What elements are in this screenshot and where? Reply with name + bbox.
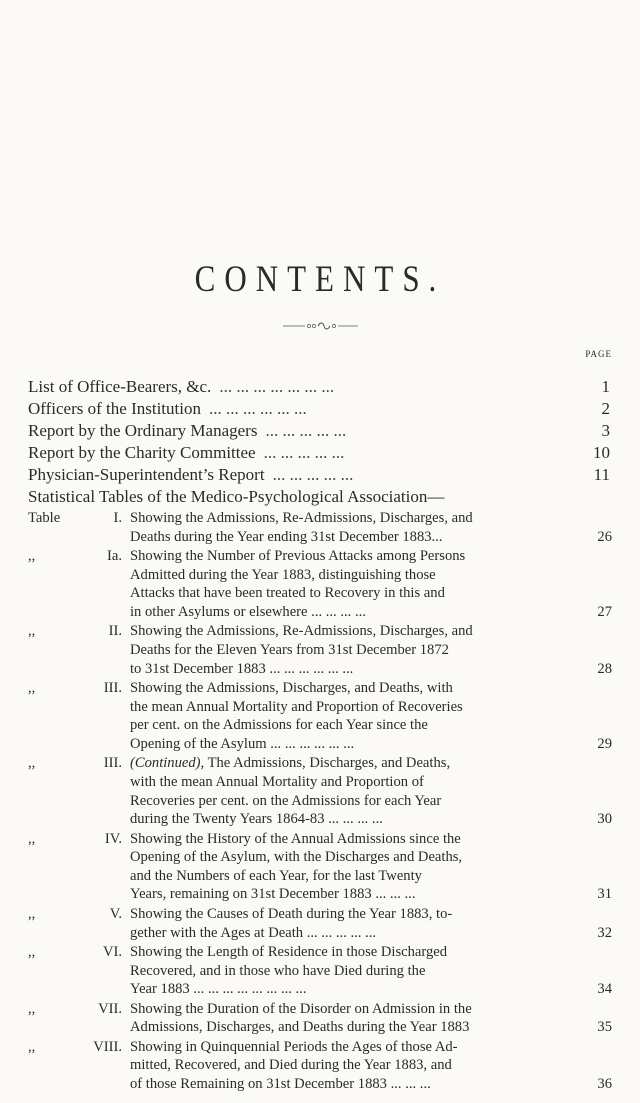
description-line: and the Numbers of each Year, for the last Twenty [130, 867, 422, 884]
contents-entry [28, 464, 610, 486]
table-entry [28, 622, 618, 678]
description-line: Showing the Causes of Death during the Year 1883, to- [130, 906, 453, 922]
table-entry [28, 905, 618, 942]
description-line: Recoveries per cent. on the Admissions for each Year [130, 792, 442, 809]
description-line: in other Asylums or elsewhere ... ... ... ... [130, 603, 366, 620]
table-entry [28, 943, 618, 999]
table-page-number: 29 [597, 735, 612, 752]
table-prefix: ,, [28, 830, 36, 847]
description-line: Year 1883 ... ... ... ... ... ... ... ... [130, 981, 307, 998]
table-prefix: ,, [28, 944, 36, 961]
table-number: Ia. [107, 548, 122, 565]
entry-page-number: 11 [593, 465, 610, 484]
entry-leader-dots: ... ... ... ... ... ... [208, 399, 307, 418]
description-line: Attacks that have been treated to Recovery in this and [130, 585, 445, 602]
table-prefix: ,, [28, 623, 36, 640]
table-description [130, 622, 576, 678]
table-page-number: 26 [597, 528, 612, 545]
ornament-divider-icon [283, 321, 358, 331]
description-line: Showing the Admissions, Re-Admissions, Discharges, and [130, 510, 473, 526]
table-page-number: 36 [597, 1076, 612, 1093]
table-description [130, 943, 576, 999]
table-description [130, 1038, 576, 1094]
table-description [130, 905, 576, 942]
table-prefix: ,, [28, 1000, 36, 1017]
entry-leader-dots: ... ... ... ... ... ... ... [219, 377, 335, 396]
table-prefix: ,, [28, 680, 36, 697]
table-page-number: 27 [597, 603, 612, 620]
description-line: per cent. on the Admissions for each Year since the [130, 717, 428, 734]
entry-leader-dots: ... ... ... ... ... [263, 443, 345, 462]
table-page-number: 28 [597, 660, 612, 677]
description-line: Deaths during the Year ending 31st December 1883... [130, 528, 443, 545]
table-page-number: 30 [597, 811, 612, 828]
table-description [130, 830, 576, 904]
description-line: Showing the Number of Previous Attacks among Persons [130, 548, 466, 565]
table-number: III. [103, 755, 122, 772]
table-prefix: Table [28, 510, 61, 526]
description-line: the mean Annual Mortality and Proportion of Recoveries [130, 698, 463, 715]
entry-page-number: 10 [593, 443, 610, 462]
table-page-number: 34 [597, 981, 612, 998]
description-line: Years, remaining on 31st December 1883 ... ... ... [130, 886, 416, 903]
description-line: Showing the Admissions, Re-Admissions, Discharges, and [130, 623, 473, 640]
page-title: CONTENTS. [194, 258, 446, 300]
description-line: Admitted during the Year 1883, distinguishing those [130, 566, 436, 583]
table-description [130, 1000, 576, 1037]
table-description [130, 509, 576, 546]
table-number: VI. [102, 944, 122, 961]
table-number: I. [113, 510, 122, 526]
entry-page-number: 2 [601, 399, 610, 418]
contents-entry [28, 442, 610, 464]
table-entry [28, 754, 618, 828]
entry-label: Report by the Ordinary Managers [28, 421, 258, 440]
table-entry [28, 509, 618, 546]
italic-note: (Continued), [130, 755, 205, 772]
table-prefix: ,, [28, 906, 36, 922]
table-number: VII. [98, 1000, 122, 1017]
description-line: Showing the History of the Annual Admissions since the [130, 830, 461, 847]
statistical-tables-heading: Statistical Tables of the Medico-Psychological Association— [28, 487, 445, 506]
table-entry [28, 830, 618, 904]
table-number: III. [103, 680, 122, 697]
table-page-number: 32 [597, 924, 612, 941]
table-entry [28, 1038, 618, 1094]
description-line: with the mean Annual Mortality and Proportion of [130, 773, 424, 790]
table-prefix: ,, [28, 548, 36, 565]
table-number: V. [109, 906, 122, 922]
table-number: II. [108, 623, 122, 640]
entry-page-number: 1 [601, 377, 610, 396]
description-line: gether with the Ages at Death ... ... ... ... ... [130, 924, 377, 941]
description-line: Opening of the Asylum, with the Discharges and Deaths, [130, 849, 463, 866]
table-description [130, 754, 576, 828]
description-line: Showing the Admissions, Discharges, and Deaths, with [130, 680, 453, 697]
description-line: during the Twenty Years 1864-83 ... ... ... ... [130, 811, 383, 828]
contents-entry [28, 420, 610, 442]
entry-leader-dots: ... ... ... ... ... [272, 465, 354, 484]
description-line: mitted, Recovered, and Died during the Year 1883, and [130, 1057, 452, 1074]
entry-label: Physician-Superintendent’s Report [28, 465, 265, 484]
page-column-header: PAGE [585, 349, 612, 359]
description-line: Deaths for the Eleven Years from 31st December 1872 [130, 641, 449, 658]
description-line: Showing the Length of Residence in those Discharged [130, 944, 448, 961]
entry-label: List of Office-Bearers, &c. [28, 377, 212, 396]
description-line: Recovered, and in those who have Died during the [130, 962, 426, 979]
table-prefix: ,, [28, 755, 36, 772]
contents-entry [28, 398, 610, 420]
table-number: IV. [104, 830, 122, 847]
table-page-number: 35 [597, 1019, 612, 1036]
description-line: of those Remaining on 31st December 1883 ... ... ... [130, 1076, 431, 1093]
contents-entry [28, 376, 610, 398]
table-entry [28, 547, 618, 621]
description-line: (Continued), The Admissions, Discharges, and Deaths, [130, 755, 451, 772]
table-prefix: ,, [28, 1038, 36, 1055]
table-number: VIII. [93, 1038, 122, 1055]
table-entry [28, 679, 618, 753]
entry-leader-dots: ... ... ... ... ... [265, 421, 347, 440]
entry-page-number: 3 [601, 421, 610, 440]
description-line: Opening of the Asylum ... ... ... ... ... ... [130, 735, 355, 752]
entry-label: Report by the Charity Committee [28, 443, 256, 462]
description-line: Admissions, Discharges, and Deaths during the Year 1883 [130, 1019, 470, 1036]
entry-label: Officers of the Institution [28, 399, 201, 418]
description-line: Showing the Duration of the Disorder on Admission in the [130, 1000, 472, 1017]
description-line: Showing in Quinquennial Periods the Ages of those Ad- [130, 1038, 458, 1055]
table-description [130, 679, 576, 753]
description-line: to 31st December 1883 ... ... ... ... ... ... [130, 660, 354, 677]
table-entry [28, 1000, 618, 1037]
table-description [130, 547, 576, 621]
table-page-number: 31 [597, 886, 612, 903]
